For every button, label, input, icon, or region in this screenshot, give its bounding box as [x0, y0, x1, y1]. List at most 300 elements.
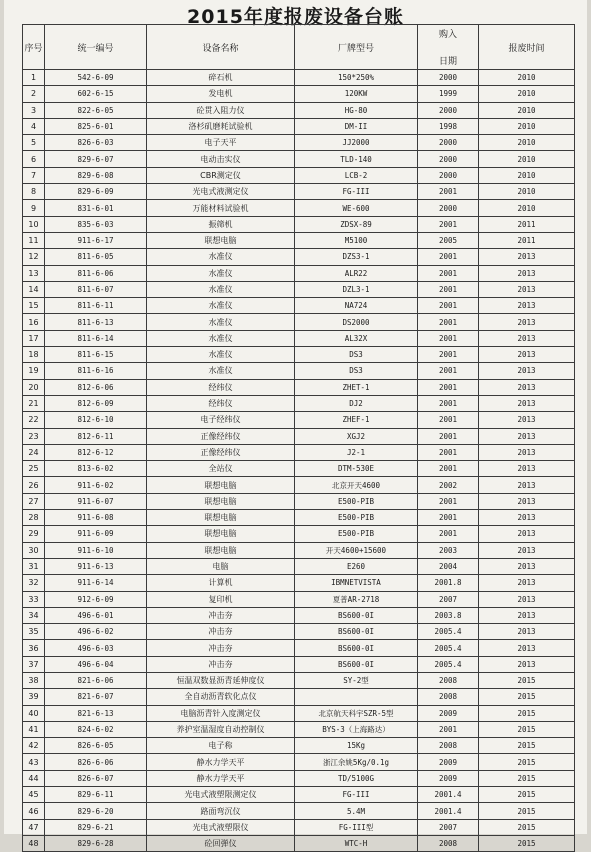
cell-code: 496-6-02 [45, 624, 147, 640]
cell-name: 冲击夯 [147, 640, 295, 656]
table-row [23, 493, 575, 509]
cell-model: 120KW [295, 86, 418, 102]
cell-no: 41 [23, 721, 45, 737]
cell-model: 5.4M [295, 803, 418, 819]
cell-no: 6 [23, 151, 45, 167]
cell-purchase-date: 2001 [418, 493, 479, 509]
table-row [23, 395, 575, 411]
cell-name: 全站仪 [147, 461, 295, 477]
cell-no: 42 [23, 738, 45, 754]
cell-model: TLD-140 [295, 151, 418, 167]
cell-no: 36 [23, 640, 45, 656]
cell-purchase-date: 2001 [418, 444, 479, 460]
table-row [23, 135, 575, 151]
cell-scrap-time: 2013 [479, 477, 575, 493]
cell-purchase-date: 2004 [418, 558, 479, 574]
cell-purchase-date: 2001 [418, 363, 479, 379]
cell-purchase-date: 2005.4 [418, 656, 479, 672]
cell-no: 32 [23, 575, 45, 591]
cell-purchase-date: 1998 [418, 118, 479, 134]
cell-purchase-date: 2001 [418, 347, 479, 363]
cell-purchase-date: 2001 [418, 298, 479, 314]
cell-no: 8 [23, 184, 45, 200]
cell-code: 811-6-11 [45, 298, 147, 314]
cell-purchase-date: 2003.8 [418, 607, 479, 623]
cell-scrap-time: 2013 [479, 510, 575, 526]
table-row [23, 575, 575, 591]
cell-no: 46 [23, 803, 45, 819]
cell-name: 水准仪 [147, 265, 295, 281]
cell-scrap-time: 2013 [479, 314, 575, 330]
cell-code: 826-6-05 [45, 738, 147, 754]
cell-no: 30 [23, 542, 45, 558]
cell-purchase-date: 2001 [418, 281, 479, 297]
cell-purchase-date: 2001 [418, 526, 479, 542]
cell-code: 812-6-09 [45, 395, 147, 411]
cell-model: J2-1 [295, 444, 418, 460]
cell-scrap-time: 2015 [479, 787, 575, 803]
cell-code: 835-6-03 [45, 216, 147, 232]
cell-name: 全自动沥青软化点仪 [147, 689, 295, 705]
cell-model: E500-PIB [295, 493, 418, 509]
cell-no: 45 [23, 787, 45, 803]
cell-model: 北京航天科宇SZR-5型 [295, 705, 418, 721]
cell-no: 12 [23, 249, 45, 265]
cell-scrap-time: 2013 [479, 330, 575, 346]
cell-model: WE-600 [295, 200, 418, 216]
cell-model: JJ2000 [295, 135, 418, 151]
cell-code: 829-6-08 [45, 167, 147, 183]
cell-name: 水准仪 [147, 347, 295, 363]
cell-model: 浙江余姚5Kg/0.1g [295, 754, 418, 770]
header-model: 厂牌型号 [295, 25, 418, 70]
cell-purchase-date: 2007 [418, 591, 479, 607]
cell-name: 砼贯入阻力仪 [147, 102, 295, 118]
cell-model: DZL3-1 [295, 281, 418, 297]
cell-no: 33 [23, 591, 45, 607]
cell-code: 813-6-02 [45, 461, 147, 477]
cell-scrap-time: 2013 [479, 575, 575, 591]
cell-scrap-time: 2015 [479, 819, 575, 835]
cell-model: E500-PIB [295, 526, 418, 542]
cell-model: DS2000 [295, 314, 418, 330]
cell-model: E260 [295, 558, 418, 574]
cell-model: TD/5100G [295, 770, 418, 786]
cell-code: 824-6-02 [45, 721, 147, 737]
cell-code: 911-6-09 [45, 526, 147, 542]
cell-code: 496-6-01 [45, 607, 147, 623]
cell-purchase-date: 2009 [418, 705, 479, 721]
cell-purchase-date: 2008 [418, 835, 479, 851]
cell-scrap-time: 2010 [479, 102, 575, 118]
cell-model: XGJ2 [295, 428, 418, 444]
cell-code: 911-6-07 [45, 493, 147, 509]
cell-purchase-date: 2001 [418, 314, 479, 330]
cell-no: 2 [23, 86, 45, 102]
cell-code: 811-6-13 [45, 314, 147, 330]
cell-model: AL32X [295, 330, 418, 346]
cell-scrap-time: 2015 [479, 705, 575, 721]
cell-no: 4 [23, 118, 45, 134]
cell-name: 联想电脑 [147, 510, 295, 526]
table-row [23, 314, 575, 330]
cell-name: 万能材料试验机 [147, 200, 295, 216]
cell-model: DS3 [295, 363, 418, 379]
cell-no: 43 [23, 754, 45, 770]
cell-purchase-date: 2000 [418, 200, 479, 216]
cell-purchase-date: 1999 [418, 86, 479, 102]
cell-model: ZDSX-89 [295, 216, 418, 232]
cell-no: 34 [23, 607, 45, 623]
cell-scrap-time: 2013 [479, 558, 575, 574]
table-row [23, 835, 575, 851]
table-row [23, 510, 575, 526]
cell-model: WTC-H [295, 835, 418, 851]
cell-name: 碎石机 [147, 70, 295, 86]
header-scrap-time: 报废时间 [479, 25, 575, 70]
cell-code: 829-6-07 [45, 151, 147, 167]
table-row [23, 526, 575, 542]
cell-scrap-time: 2013 [479, 265, 575, 281]
cell-purchase-date: 2007 [418, 819, 479, 835]
header-purchase-top: 购入 [438, 30, 457, 40]
cell-scrap-time: 2010 [479, 151, 575, 167]
cell-name: 电子天平 [147, 135, 295, 151]
cell-purchase-date: 2000 [418, 102, 479, 118]
cell-model: DTM-530E [295, 461, 418, 477]
cell-model: FG-III [295, 787, 418, 803]
cell-purchase-date: 2000 [418, 70, 479, 86]
cell-name: 水准仪 [147, 281, 295, 297]
cell-name: 养护室温湿度自动控制仪 [147, 721, 295, 737]
cell-code: 829-6-11 [45, 787, 147, 803]
cell-no: 5 [23, 135, 45, 151]
table-row [23, 738, 575, 754]
cell-no: 35 [23, 624, 45, 640]
cell-code: 911-6-10 [45, 542, 147, 558]
cell-model: BS600-0I [295, 656, 418, 672]
cell-no: 13 [23, 265, 45, 281]
cell-purchase-date: 2003 [418, 542, 479, 558]
cell-purchase-date: 2008 [418, 672, 479, 688]
cell-code: 829-6-28 [45, 835, 147, 851]
cell-name: 静水力学天平 [147, 770, 295, 786]
cell-purchase-date: 2001 [418, 428, 479, 444]
cell-code: 825-6-01 [45, 118, 147, 134]
table-row [23, 624, 575, 640]
cell-model: ZHEF-1 [295, 412, 418, 428]
cell-scrap-time: 2010 [479, 200, 575, 216]
table-row [23, 787, 575, 803]
cell-code: 812-6-11 [45, 428, 147, 444]
cell-no: 16 [23, 314, 45, 330]
cell-name: 水准仪 [147, 314, 295, 330]
cell-name: 电脑 [147, 558, 295, 574]
cell-scrap-time: 2015 [479, 721, 575, 737]
table-row [23, 591, 575, 607]
cell-purchase-date: 2001 [418, 184, 479, 200]
cell-scrap-time: 2015 [479, 803, 575, 819]
cell-model: SY-2型 [295, 672, 418, 688]
cell-code: 811-6-16 [45, 363, 147, 379]
table-row [23, 819, 575, 835]
cell-scrap-time: 2010 [479, 70, 575, 86]
cell-model: DZS3-1 [295, 249, 418, 265]
cell-no: 19 [23, 363, 45, 379]
cell-no: 24 [23, 444, 45, 460]
table-row [23, 232, 575, 248]
cell-code: 812-6-12 [45, 444, 147, 460]
cell-code: 911-6-02 [45, 477, 147, 493]
cell-code: 496-6-04 [45, 656, 147, 672]
cell-no: 44 [23, 770, 45, 786]
table-row [23, 412, 575, 428]
cell-name: 水准仪 [147, 249, 295, 265]
cell-name: 光电式液塑限仪 [147, 819, 295, 835]
table-row [23, 542, 575, 558]
cell-code: 811-6-14 [45, 330, 147, 346]
cell-model: E500-PIB [295, 510, 418, 526]
cell-purchase-date: 2001 [418, 265, 479, 281]
cell-code: 912-6-09 [45, 591, 147, 607]
cell-name: 发电机 [147, 86, 295, 102]
cell-no: 11 [23, 232, 45, 248]
table-row [23, 721, 575, 737]
cell-no: 29 [23, 526, 45, 542]
cell-model: FG-III [295, 184, 418, 200]
cell-purchase-date: 2002 [418, 477, 479, 493]
cell-no: 23 [23, 428, 45, 444]
cell-model: DJ2 [295, 395, 418, 411]
table-row [23, 444, 575, 460]
cell-model: BYS-3（上海路达） [295, 721, 418, 737]
cell-scrap-time: 2013 [479, 347, 575, 363]
cell-code: 829-6-21 [45, 819, 147, 835]
header-purchase-date [418, 25, 479, 70]
cell-purchase-date: 2000 [418, 151, 479, 167]
cell-name: 电子经纬仪 [147, 412, 295, 428]
cell-purchase-date: 2001 [418, 510, 479, 526]
cell-name: 复印机 [147, 591, 295, 607]
cell-code: 812-6-06 [45, 379, 147, 395]
cell-purchase-date: 2005.4 [418, 640, 479, 656]
cell-code: 829-6-09 [45, 184, 147, 200]
cell-name: 路面弯沉仪 [147, 803, 295, 819]
cell-code: 911-6-13 [45, 558, 147, 574]
cell-scrap-time: 2013 [479, 591, 575, 607]
cell-no: 39 [23, 689, 45, 705]
cell-code: 911-6-08 [45, 510, 147, 526]
equipment-table [22, 24, 575, 852]
table-row [23, 428, 575, 444]
cell-model: HG-80 [295, 102, 418, 118]
cell-no: 14 [23, 281, 45, 297]
cell-code: 602-6-15 [45, 86, 147, 102]
cell-scrap-time: 2013 [479, 542, 575, 558]
cell-code: 826-6-07 [45, 770, 147, 786]
cell-name: 洛杉矶磨耗试验机 [147, 118, 295, 134]
table-row [23, 607, 575, 623]
cell-no: 48 [23, 835, 45, 851]
cell-no: 10 [23, 216, 45, 232]
cell-scrap-time: 2013 [479, 640, 575, 656]
cell-name: 正像经纬仪 [147, 444, 295, 460]
cell-scrap-time: 2010 [479, 86, 575, 102]
cell-scrap-time: 2010 [479, 167, 575, 183]
cell-scrap-time: 2010 [479, 135, 575, 151]
cell-name: 水准仪 [147, 330, 295, 346]
cell-scrap-time: 2015 [479, 738, 575, 754]
document-page [4, 0, 587, 849]
cell-purchase-date: 2001 [418, 379, 479, 395]
table-row [23, 379, 575, 395]
cell-no: 47 [23, 819, 45, 835]
table-row [23, 200, 575, 216]
cell-code: 821-6-13 [45, 705, 147, 721]
table-row [23, 754, 575, 770]
cell-scrap-time: 2013 [479, 298, 575, 314]
cell-scrap-time: 2013 [479, 379, 575, 395]
cell-purchase-date: 2008 [418, 738, 479, 754]
cell-scrap-time: 2013 [479, 526, 575, 542]
header-code: 统一编号 [45, 25, 147, 70]
cell-name: CBR测定仪 [147, 167, 295, 183]
cell-model: 15Kg [295, 738, 418, 754]
table-row [23, 281, 575, 297]
cell-code: 829-6-20 [45, 803, 147, 819]
cell-name: 振筛机 [147, 216, 295, 232]
cell-name: 电动击实仪 [147, 151, 295, 167]
table-row [23, 184, 575, 200]
cell-scrap-time: 2013 [479, 363, 575, 379]
cell-scrap-time: 2013 [479, 624, 575, 640]
cell-no: 25 [23, 461, 45, 477]
cell-scrap-time: 2015 [479, 835, 575, 851]
table-row [23, 102, 575, 118]
cell-purchase-date: 2001 [418, 330, 479, 346]
table-row [23, 803, 575, 819]
cell-scrap-time: 2013 [479, 607, 575, 623]
cell-name: 联想电脑 [147, 526, 295, 542]
cell-name: 冲击夯 [147, 607, 295, 623]
cell-scrap-time: 2013 [479, 461, 575, 477]
cell-purchase-date: 2009 [418, 770, 479, 786]
cell-name: 光电式液塑限测定仪 [147, 787, 295, 803]
table-row [23, 689, 575, 705]
cell-name: 电子称 [147, 738, 295, 754]
cell-model: FG-III型 [295, 819, 418, 835]
cell-code: 812-6-10 [45, 412, 147, 428]
cell-name: 经纬仪 [147, 395, 295, 411]
cell-no: 37 [23, 656, 45, 672]
table-row [23, 363, 575, 379]
cell-model: BS600-0I [295, 607, 418, 623]
cell-code: 811-6-15 [45, 347, 147, 363]
cell-no: 9 [23, 200, 45, 216]
cell-model: DM-II [295, 118, 418, 134]
cell-no: 15 [23, 298, 45, 314]
cell-model: 夏普AR-2718 [295, 591, 418, 607]
cell-purchase-date: 2001 [418, 216, 479, 232]
cell-code: 911-6-14 [45, 575, 147, 591]
cell-scrap-time: 2013 [479, 395, 575, 411]
cell-scrap-time: 2010 [479, 118, 575, 134]
cell-purchase-date: 2001 [418, 412, 479, 428]
cell-model: 150*250% [295, 70, 418, 86]
table-row [23, 461, 575, 477]
cell-model: M5100 [295, 232, 418, 248]
cell-name: 经纬仪 [147, 379, 295, 395]
cell-scrap-time: 2013 [479, 281, 575, 297]
cell-name: 水准仪 [147, 298, 295, 314]
cell-name: 电脑沥青针入度测定仪 [147, 705, 295, 721]
cell-purchase-date: 2001.4 [418, 787, 479, 803]
cell-model: 北京开天4600 [295, 477, 418, 493]
cell-no: 1 [23, 70, 45, 86]
table-row [23, 118, 575, 134]
cell-model: LCB-2 [295, 167, 418, 183]
table-header-row [23, 25, 575, 70]
cell-scrap-time: 2013 [479, 249, 575, 265]
cell-purchase-date: 2001 [418, 395, 479, 411]
cell-code: 821-6-07 [45, 689, 147, 705]
cell-code: 811-6-07 [45, 281, 147, 297]
cell-name: 计算机 [147, 575, 295, 591]
cell-no: 31 [23, 558, 45, 574]
cell-purchase-date: 2008 [418, 689, 479, 705]
table-row [23, 558, 575, 574]
table-row [23, 86, 575, 102]
cell-name: 冲击夯 [147, 656, 295, 672]
cell-no: 17 [23, 330, 45, 346]
table-row [23, 347, 575, 363]
cell-name: 光电式液测定仪 [147, 184, 295, 200]
table-row [23, 70, 575, 86]
cell-name: 恒温双数显沥青延伸度仪 [147, 672, 295, 688]
cell-scrap-time: 2015 [479, 689, 575, 705]
cell-no: 27 [23, 493, 45, 509]
table-row [23, 151, 575, 167]
table-row [23, 249, 575, 265]
cell-model: BS600-0I [295, 640, 418, 656]
cell-scrap-time: 2011 [479, 232, 575, 248]
cell-code: 826-6-03 [45, 135, 147, 151]
cell-model: BS600-0I [295, 624, 418, 640]
cell-no: 40 [23, 705, 45, 721]
cell-model [295, 689, 418, 705]
cell-no: 26 [23, 477, 45, 493]
cell-code: 911-6-17 [45, 232, 147, 248]
cell-code: 811-6-06 [45, 265, 147, 281]
header-name: 设备名称 [147, 25, 295, 70]
cell-purchase-date: 2001 [418, 461, 479, 477]
table-row [23, 705, 575, 721]
cell-name: 静水力学天平 [147, 754, 295, 770]
cell-purchase-date: 2005.4 [418, 624, 479, 640]
cell-code: 811-6-05 [45, 249, 147, 265]
cell-name: 水准仪 [147, 363, 295, 379]
header-purchase-bottom: 日期 [438, 57, 457, 67]
header-no: 序号 [23, 25, 45, 70]
cell-scrap-time: 2013 [479, 493, 575, 509]
cell-model: DS3 [295, 347, 418, 363]
cell-no: 3 [23, 102, 45, 118]
cell-code: 821-6-06 [45, 672, 147, 688]
cell-scrap-time: 2010 [479, 184, 575, 200]
cell-name: 正像经纬仪 [147, 428, 295, 444]
cell-scrap-time: 2013 [479, 656, 575, 672]
cell-purchase-date: 2001.8 [418, 575, 479, 591]
